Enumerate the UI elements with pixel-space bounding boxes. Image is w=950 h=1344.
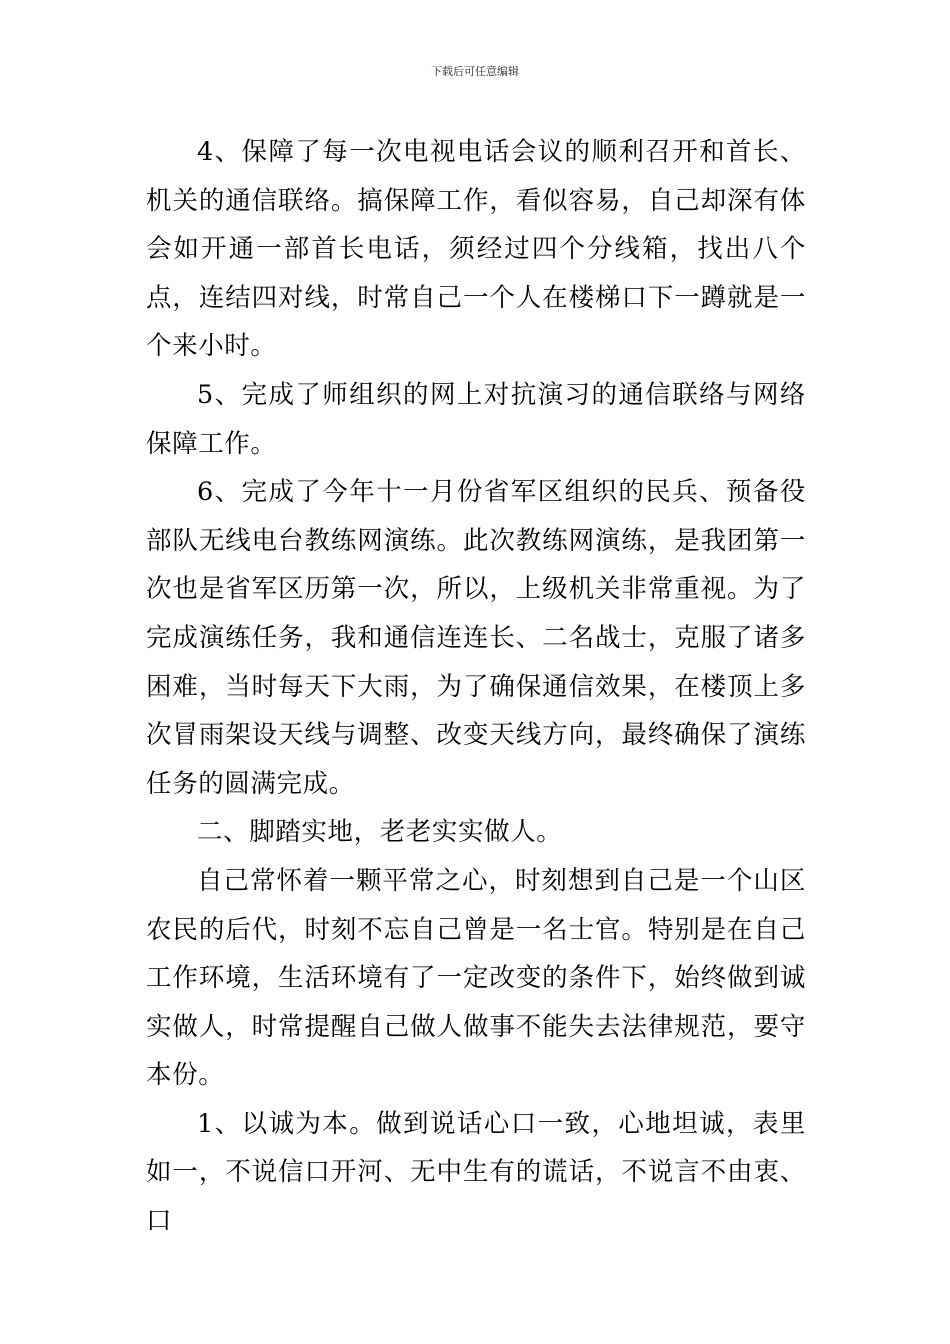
- paragraph-item-1: 1、以诚为本。做到说话心口一致，心地坦诚，表里如一，不说信口开河、无中生有的谎话，不说言不由衷、口: [146, 1108, 806, 1237]
- paragraph-intro: 自己常怀着一颗平常之心，时刻想到自己是一个山区农民的后代，时刻不忘自己曾是一名士官。特别是在自己工作环境，生活环境有了一定改变的条件下，始终做到诚实做人，时常提醒自己做人做事不能失去法律规范，要守本份。: [146, 865, 806, 1091]
- section-heading-2: 二、脚踏实地，老老实实做人。: [197, 817, 563, 848]
- paragraph-item-4: 4、保障了每一次电视电话会议的顺利召开和首长、机关的通信联络。搞保障工作，看似容易，自己却深有体会如开通一部首长电话，须经过四个分线箱，找出八个点，连结四对线，时常自己一个人在楼梯口下一蹲就是一个来小时。: [146, 137, 806, 362]
- page-header-note: 下载后可任意编辑: [431, 65, 519, 78]
- paragraph-item-5: 5、完成了师组织的网上对抗演习的通信联络与网络保障工作。: [146, 379, 806, 459]
- document-body: [146, 128, 806, 1246]
- paragraph-item-6: 6、完成了今年十一月份省军区组织的民兵、预备役部队无线电台教练网演练。此次教练网演练，是我团第一次也是省军区历第一次，所以，上级机关非常重视。为了完成演练任务，我和通信连连长、二名战士，克服了诸多困难，当时每天下大雨，为了确保通信效果，在楼顶上多次冒雨架设天线与调整、改变天线方向，最终确保了演练任务的圆满完成。: [146, 477, 806, 799]
